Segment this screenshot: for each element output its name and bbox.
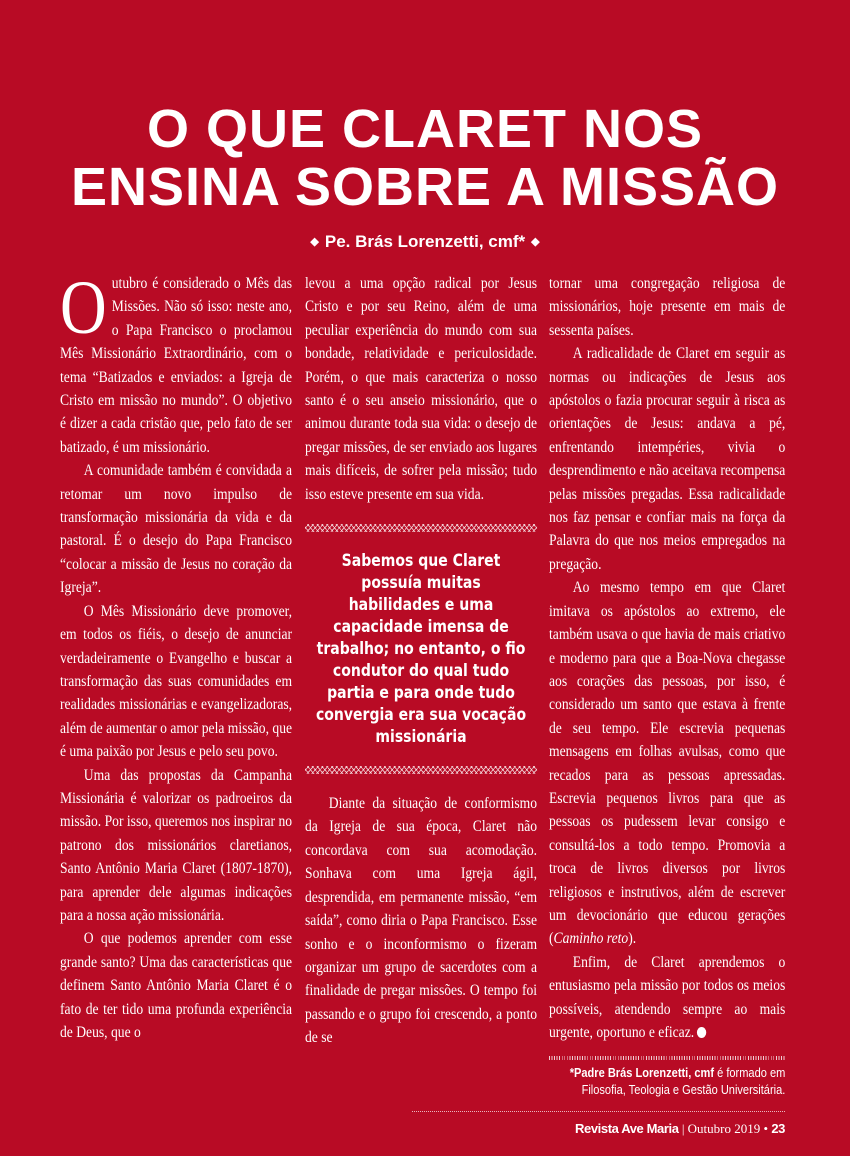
paragraph: Diante da situação de conformismo da Igreja de sua época, Claret não concordava com sua acomodação. Sonhava com uma Igreja ágil, desprendida, em permanente missão, “em saída”, como diria o Papa Francisco. Esse sonho e o inconformismo o fizeram organizar um grupo de sacerdotes com a finalidade de pregar missões. O tempo foi passando e o grupo foi crescendo, a ponto de se (305, 795, 538, 1047)
diamond-icon: ◆ (531, 236, 540, 248)
divider (549, 1056, 785, 1060)
drop-cap: O (60, 266, 107, 350)
footer-bullet: • (763, 1121, 769, 1136)
author-note (549, 1064, 785, 1098)
footer-divider (412, 1111, 785, 1112)
author-note-text: é formado em Filosofia, Teologia e Gestão Universitária. (581, 1065, 786, 1098)
column-2 (305, 272, 537, 1050)
issue-date: Outubro 2019 (687, 1121, 761, 1136)
paragraph: A radicalidade de Claret em seguir as normas ou indicações de Jesus aos apóstolos o fazia procurar seguir à risca as orientações de Jesus: andava a pé, enfrentando intempéries, vivia o desprendimento e não aceitava recompensa pelas missões pregadas. Essa radicalidade nos faz pensar e confiar mais na força da Palavra do que nos meios empregados na pregação. (549, 345, 786, 573)
paragraph (549, 576, 785, 951)
paragraph-text: Ao mesmo tempo em que Claret imitava os apóstolos ao extremo, ele também usava o que havia de mais criativo e moderno para que a Boa-Nova chegasse aos corações das pessoas, por isso, é considerado um santo que estava à frente de seu tempo. Ele escrevia pequenas mensagens em folhas avulsas, como que recados para as pessoas apressadas. Escrevia pequenos livros para que as pessoas os pudessem levar consigo e consultá-los a todo tempo. Promovia a troca de livros diversos por livros religiosos e instrutivos, além de escrever um devocionário que educou gerações ( (549, 579, 786, 948)
byline (0, 232, 850, 252)
divider (305, 766, 537, 774)
magazine-name: Revista Ave Maria (575, 1121, 679, 1136)
footer-separator: | (681, 1121, 685, 1136)
paragraph: O que podemos aprender com esse grande santo? Uma das características que definem Santo Antônio Maria Claret é o fato de ter tido uma profunda experiência de Deus, que o (60, 930, 293, 1041)
divider (305, 524, 537, 532)
end-mark-icon (697, 1027, 706, 1038)
column-1 (60, 266, 293, 1044)
paragraph: A comunidade também é convidada a retomar um novo impulso de transformação missionária da vida e da pastoral. É o desejo do Papa Francisco “colocar a missão de Jesus no coração da Igreja”. (60, 462, 293, 597)
page-footer (575, 1121, 785, 1137)
paragraph-text: ). (628, 930, 637, 948)
paragraph: O Mês Missionário deve promover, em todos os fiéis, o desejo de anunciar verdadeiramente o Evangelho e buscar a transformação das suas comunidades em realidades missionárias e evangelizadoras, além de aumentar o amor pela missão, que é uma paixão por Jesus e pelo seu povo. (60, 602, 293, 761)
pull-quote: Sabemos que Claret possuía muitas habilidades e uma capacidade imensa de trabalho; no entanto, o fio condutor do qual tudo partia e para onde tudo convergia era sua vocação missionária (315, 551, 527, 747)
paragraph (549, 951, 785, 1045)
page-number: 23 (771, 1121, 785, 1136)
title-line-2: ENSINA SOBRE A MISSÃO (70, 157, 780, 217)
column-3 (549, 272, 785, 1098)
paragraph (60, 266, 293, 459)
article-title (0, 100, 850, 216)
author-note-name: *Padre Brás Lorenzetti, cmf (569, 1065, 715, 1081)
author-name: Pe. Brás Lorenzetti, cmf* (324, 232, 526, 251)
paragraph-text: utubro é considerado o Mês das Missões. Não só isso: neste ano, o Papa Francisco o proclamou Mês Missionário Extraordinário, com o tema “Batizados e enviados: a Igreja de Cristo em missão no mundo”. O objetivo é dizer a cada cristão que, pelo fato de ser batizado, é um missionário. (60, 275, 293, 456)
title-line-1: O QUE CLARET NOS (146, 99, 704, 159)
book-title: Caminho reto (553, 930, 629, 948)
paragraph: Uma das propostas da Campanha Missionária é valorizar os padroeiros da missão. Por isso, queremos nos inspirar no patrono dos missionários claretianos, Santo Antônio Maria Claret (1807-1870), para aprender dele algumas indicações para a nossa ação missionária. (60, 766, 293, 924)
diamond-icon: ◆ (310, 236, 319, 248)
paragraph: levou a uma opção radical por Jesus Cristo e por seu Reino, além de uma peculiar experiência do mundo com sua bondade, relatividade e periculosidade. Porém, o que mais caracteriza o nosso santo é o seu anseio missionário, que o animou durante toda sua vida: o desejo de pregar missões, de ser enviado aos lugares mais difíceis, de sofrer pela missão; tudo isso esteve presente em sua vida. (305, 275, 538, 503)
paragraph-text: Enfim, de Claret aprendemos o entusiasmo pela missão por todos os meios possíveis, atendendo sempre ao mais urgente, oportuno e eficaz. (549, 953, 786, 1041)
paragraph: tornar uma congregação religiosa de missionários, hoje presente em mais de sessenta países. (549, 275, 786, 339)
